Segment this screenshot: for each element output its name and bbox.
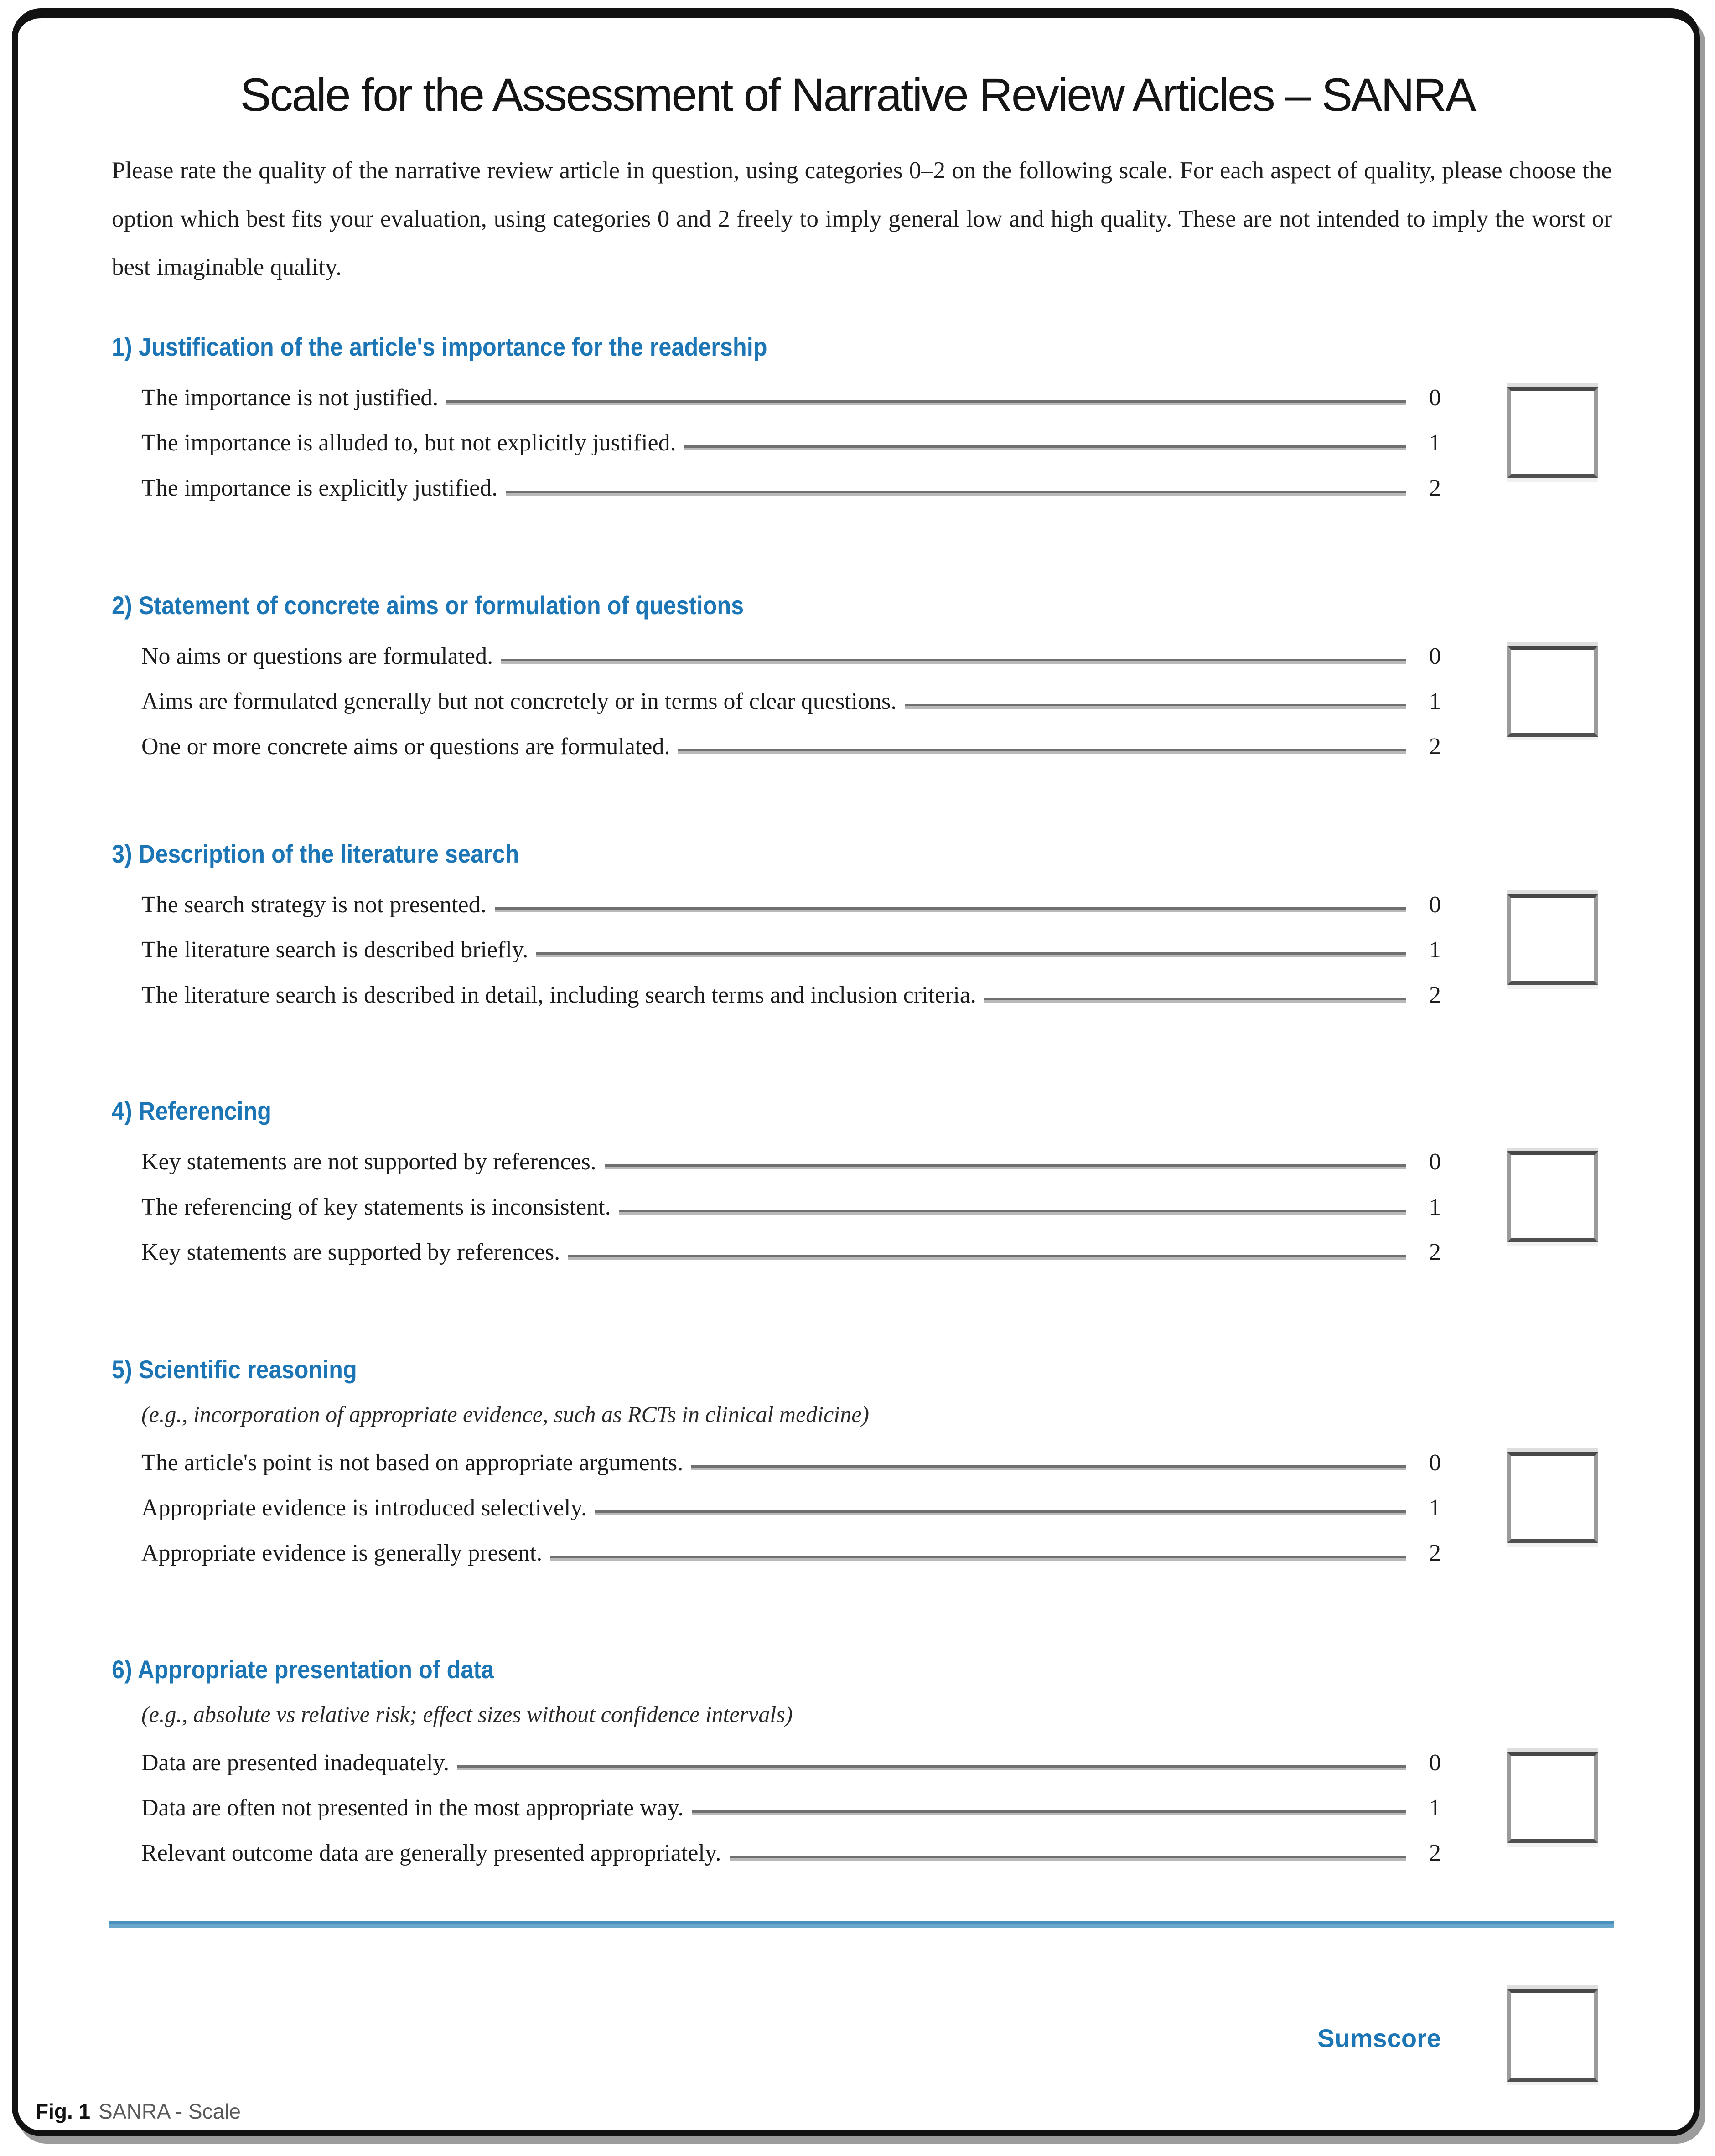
option-label: Relevant outcome data are generally presented appropriately. <box>141 1840 721 1866</box>
question-section-4 <box>0 1096 1715 1306</box>
option-score-value: 0 <box>1429 1750 1441 1776</box>
option-label: The literature search is described in detail, including search terms and inclusion criteria. <box>141 982 976 1008</box>
dotted-leader <box>446 400 1406 405</box>
option-row <box>141 1749 1441 1780</box>
option-score-value: 0 <box>1429 1450 1441 1476</box>
section-note: (e.g., incorporation of appropriate evidence, such as RCTs in clinical medicine) <box>141 1401 870 1427</box>
score-checkbox-6[interactable] <box>1507 1752 1598 1843</box>
option-row <box>141 1239 1441 1270</box>
question-section-1 <box>0 332 1715 542</box>
figure-caption <box>36 2099 241 2124</box>
score-checkbox-1[interactable] <box>1507 387 1598 478</box>
option-row <box>141 1194 1441 1225</box>
option-row <box>141 643 1441 674</box>
option-row <box>141 1494 1441 1525</box>
dotted-leader <box>457 1765 1406 1770</box>
option-score-value: 2 <box>1429 1840 1441 1866</box>
dotted-leader <box>501 659 1406 664</box>
section-heading: 3) Description of the literature search <box>112 839 519 868</box>
option-score-value: 0 <box>1429 1149 1441 1175</box>
question-section-5 <box>0 1355 1715 1564</box>
option-label: Key statements are not supported by references. <box>141 1149 596 1175</box>
option-label: One or more concrete aims or questions are formulated. <box>141 734 670 760</box>
dotted-leader <box>684 445 1406 450</box>
option-row <box>141 982 1441 1013</box>
option-label: Aims are formulated generally but not concretely or in terms of clear questions. <box>141 688 897 714</box>
section-heading: 1) Justification of the article's importance for the readership <box>112 332 767 361</box>
score-checkbox-3[interactable] <box>1507 894 1598 985</box>
option-row <box>141 1540 1441 1571</box>
option-score-value: 2 <box>1429 1540 1441 1566</box>
option-label: Key statements are supported by references. <box>141 1239 560 1265</box>
section-heading: 4) Referencing <box>112 1096 272 1125</box>
option-label: Appropriate evidence is generally present. <box>141 1540 543 1566</box>
figure-caption-text: SANRA - Scale <box>98 2099 241 2123</box>
dotted-leader <box>595 1510 1406 1515</box>
dotted-leader <box>619 1210 1406 1215</box>
option-row <box>141 733 1441 764</box>
option-label: The literature search is described briefly. <box>141 937 528 963</box>
option-label: The importance is not justified. <box>141 385 439 411</box>
instructions-paragraph: Please rate the quality of the narrative review article in question, using categories 0–2 on the following scale. For each aspect of quality, please choose the option which best fits your evaluation, using categories 0 and 2 freely to imply general low and high quality. These are not intended to imply the worst or best imaginable quality. <box>112 157 1612 280</box>
section-heading: 6) Appropriate presentation of data <box>112 1655 494 1684</box>
score-checkbox-2[interactable] <box>1507 646 1598 737</box>
dotted-leader <box>568 1255 1406 1260</box>
option-row <box>141 936 1441 967</box>
section-heading: 5) Scientific reasoning <box>112 1355 357 1384</box>
option-label: Data are often not presented in the most appropriate way. <box>141 1795 684 1821</box>
option-label: Data are presented inadequately. <box>141 1750 450 1776</box>
option-score-value: 1 <box>1429 688 1441 714</box>
option-row <box>141 1148 1441 1179</box>
dotted-leader <box>536 952 1406 957</box>
option-score-value: 0 <box>1429 643 1441 669</box>
option-row <box>141 688 1441 719</box>
option-score-value: 0 <box>1429 385 1441 411</box>
option-label: Appropriate evidence is introduced selectively. <box>141 1495 587 1521</box>
question-section-2 <box>0 590 1715 800</box>
option-row <box>141 1840 1441 1871</box>
option-score-value: 0 <box>1429 892 1441 918</box>
section-note: (e.g., absolute vs relative risk; effect sizes without confidence intervals) <box>141 1701 793 1727</box>
option-score-value: 1 <box>1429 430 1441 456</box>
option-label: The referencing of key statements is inconsistent. <box>141 1194 611 1220</box>
blue-divider-rule <box>109 1921 1614 1928</box>
option-label: No aims or questions are formulated. <box>141 643 493 669</box>
option-row <box>141 475 1441 506</box>
dotted-leader <box>692 1810 1406 1815</box>
option-row <box>141 1794 1441 1825</box>
score-checkbox-5[interactable] <box>1507 1452 1598 1543</box>
option-row <box>141 429 1441 460</box>
option-label: The importance is explicitly justified. <box>141 475 498 501</box>
option-label: The importance is alluded to, but not explicitly justified. <box>141 430 676 456</box>
dotted-leader <box>678 749 1406 754</box>
dotted-leader <box>691 1465 1406 1470</box>
option-score-value: 2 <box>1429 1239 1441 1265</box>
dotted-leader <box>905 704 1406 709</box>
option-score-value: 2 <box>1429 982 1441 1008</box>
option-score-value: 1 <box>1429 1795 1441 1821</box>
dotted-leader <box>550 1556 1406 1561</box>
option-score-value: 2 <box>1429 475 1441 501</box>
option-row <box>141 384 1441 415</box>
section-heading: 2) Statement of concrete aims or formulation of questions <box>112 591 744 620</box>
score-checkbox-4[interactable] <box>1507 1151 1598 1242</box>
question-section-3 <box>0 839 1715 1049</box>
sumscore-checkbox[interactable] <box>1507 1989 1598 2082</box>
page-title: Scale for the Assessment of Narrative Review Articles – SANRA <box>240 69 1475 121</box>
dotted-leader <box>506 491 1406 496</box>
question-section-6 <box>0 1654 1715 1864</box>
option-score-value: 1 <box>1429 1495 1441 1521</box>
option-label: The article's point is not based on appropriate arguments. <box>141 1450 684 1476</box>
dotted-leader <box>730 1856 1407 1861</box>
option-label: The search strategy is not presented. <box>141 892 487 918</box>
option-score-value: 1 <box>1429 1194 1441 1220</box>
dotted-leader <box>605 1164 1406 1169</box>
option-row <box>141 1449 1441 1480</box>
option-score-value: 2 <box>1429 734 1441 760</box>
option-row <box>141 891 1441 922</box>
option-score-value: 1 <box>1429 937 1441 963</box>
sumscore-label: Sumscore <box>1317 2024 1441 2053</box>
dotted-leader <box>984 998 1406 1003</box>
figure-number: Fig. 1 <box>36 2099 91 2123</box>
dotted-leader <box>495 907 1406 912</box>
